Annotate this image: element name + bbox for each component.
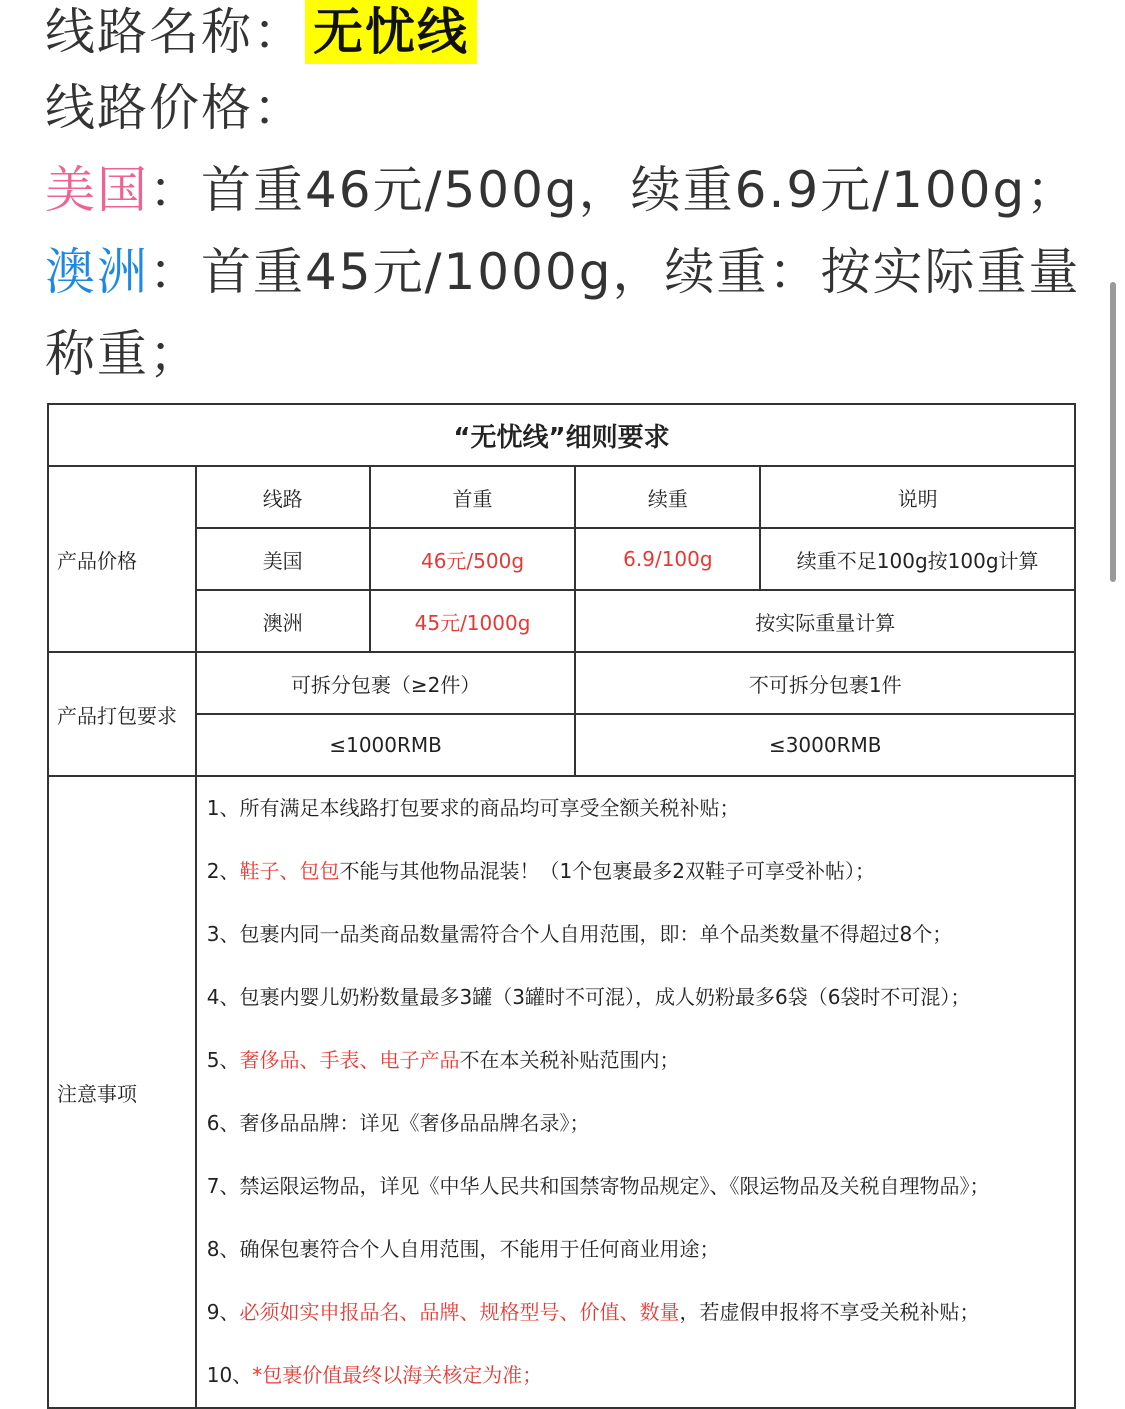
- au-first-weight-cell: 45元/1000g: [370, 590, 576, 652]
- limit-split-cell: ≤1000RMB: [196, 714, 576, 776]
- scrollbar[interactable]: [1110, 282, 1116, 582]
- pack-section-label: 产品打包要求: [48, 652, 196, 776]
- route-name-value: 无忧线: [305, 0, 477, 64]
- us-route-cell: 美国: [196, 528, 370, 590]
- note-item: [207, 966, 1064, 1029]
- note-item: [207, 1344, 1064, 1407]
- table-title: “无忧线”细则要求: [48, 404, 1075, 466]
- us-label: 美国: [45, 161, 149, 219]
- note-text: 不在本关税补贴范围内；: [459, 1048, 680, 1072]
- table-row: [48, 590, 1075, 652]
- table-row: [48, 528, 1075, 590]
- note-item: [207, 1155, 1064, 1218]
- header-first-weight: 首重: [370, 466, 576, 528]
- price-section-label: 产品价格: [48, 466, 196, 652]
- note-number: 10、: [206, 1363, 253, 1387]
- note-text: 3、包裹内同一品类商品数量需符合个人自用范围，即：单个品类数量不得超过8个；: [206, 922, 953, 946]
- note-number: 5、: [206, 1048, 240, 1072]
- us-first-weight-cell: 46元/500g: [370, 528, 576, 590]
- limit-single-cell: ≤3000RMB: [575, 714, 1075, 776]
- note-item: [207, 1092, 1064, 1155]
- notes-cell: [196, 776, 1075, 1408]
- route-name-line: [45, 0, 1090, 76]
- note-text: 6、奢侈品品牌：详见《奢侈品品牌名录》；: [206, 1111, 590, 1135]
- table-row: [48, 714, 1075, 776]
- au-price-line: [45, 240, 1090, 322]
- note-number: 2、: [206, 859, 240, 883]
- rules-table: [47, 403, 1076, 1409]
- route-name-label: 线路名称：: [45, 3, 305, 61]
- au-price-text: ：首重45元/1000g，续重：按实际重量: [149, 243, 1081, 301]
- header-description: 说明: [760, 466, 1075, 528]
- us-additional-weight-cell: 6.9/100g: [575, 528, 760, 590]
- note-emphasis: 鞋子、包包: [239, 859, 340, 883]
- table-row: [48, 776, 1075, 1408]
- au-price-line-cont: [45, 322, 1090, 404]
- note-number: 9、: [206, 1300, 240, 1324]
- us-price-line: [45, 158, 1090, 240]
- note-emphasis: 必须如实申报品名、品牌、规格型号、价值、数量: [239, 1300, 680, 1324]
- header-route: 线路: [196, 466, 370, 528]
- header-additional-weight: 续重: [575, 466, 760, 528]
- note-emphasis: 奢侈品、手表、电子产品: [239, 1048, 460, 1072]
- note-item: [207, 1218, 1064, 1281]
- route-price-line: [45, 76, 1090, 158]
- note-item: [207, 903, 1064, 966]
- note-text: 8、确保包裹符合个人自用范围，不能用于任何商业用途；: [206, 1237, 720, 1261]
- note-text: 不能与其他物品混装！（1个包裹最多2双鞋子可享受补帖）；: [339, 859, 875, 883]
- route-intro: [45, 0, 1090, 404]
- note-item: [207, 777, 1064, 840]
- note-text: ，若虚假申报将不享受关税补贴；: [679, 1300, 980, 1324]
- note-item: [207, 840, 1064, 903]
- au-label: 澳洲: [45, 243, 149, 301]
- au-route-cell: 澳洲: [196, 590, 370, 652]
- pack-split-cell: 可拆分包裹（≥2件）: [196, 652, 576, 714]
- us-description-cell: 续重不足100g按100g计算: [760, 528, 1075, 590]
- note-emphasis: *包裹价值最终以海关核定为准；: [252, 1363, 543, 1387]
- table-row: [48, 466, 1075, 528]
- route-price-label: 线路价格：: [45, 79, 305, 137]
- table-row: [48, 652, 1075, 714]
- au-description-cell: 按实际重量计算: [575, 590, 1075, 652]
- au-price-text-cont: 称重；: [45, 325, 201, 383]
- table-title-row: [48, 404, 1075, 466]
- note-text: 7、禁运限运物品，详见《中华人民共和国禁寄物品规定》、《限运物品及关税自理物品》；: [206, 1174, 990, 1198]
- pack-single-cell: 不可拆分包裹1件: [575, 652, 1075, 714]
- notes-section-label: 注意事项: [48, 776, 196, 1408]
- note-item: [207, 1281, 1064, 1344]
- note-text: 1、所有满足本线路打包要求的商品均可享受全额关税补贴；: [206, 796, 740, 820]
- note-text: 4、包裹内婴儿奶粉数量最多3罐（3罐时不可混），成人奶粉最多6袋（6袋时不可混）；: [206, 985, 971, 1009]
- us-price-text: ：首重46元/500g，续重6.9元/100g；: [149, 161, 1079, 219]
- note-item: [207, 1029, 1064, 1092]
